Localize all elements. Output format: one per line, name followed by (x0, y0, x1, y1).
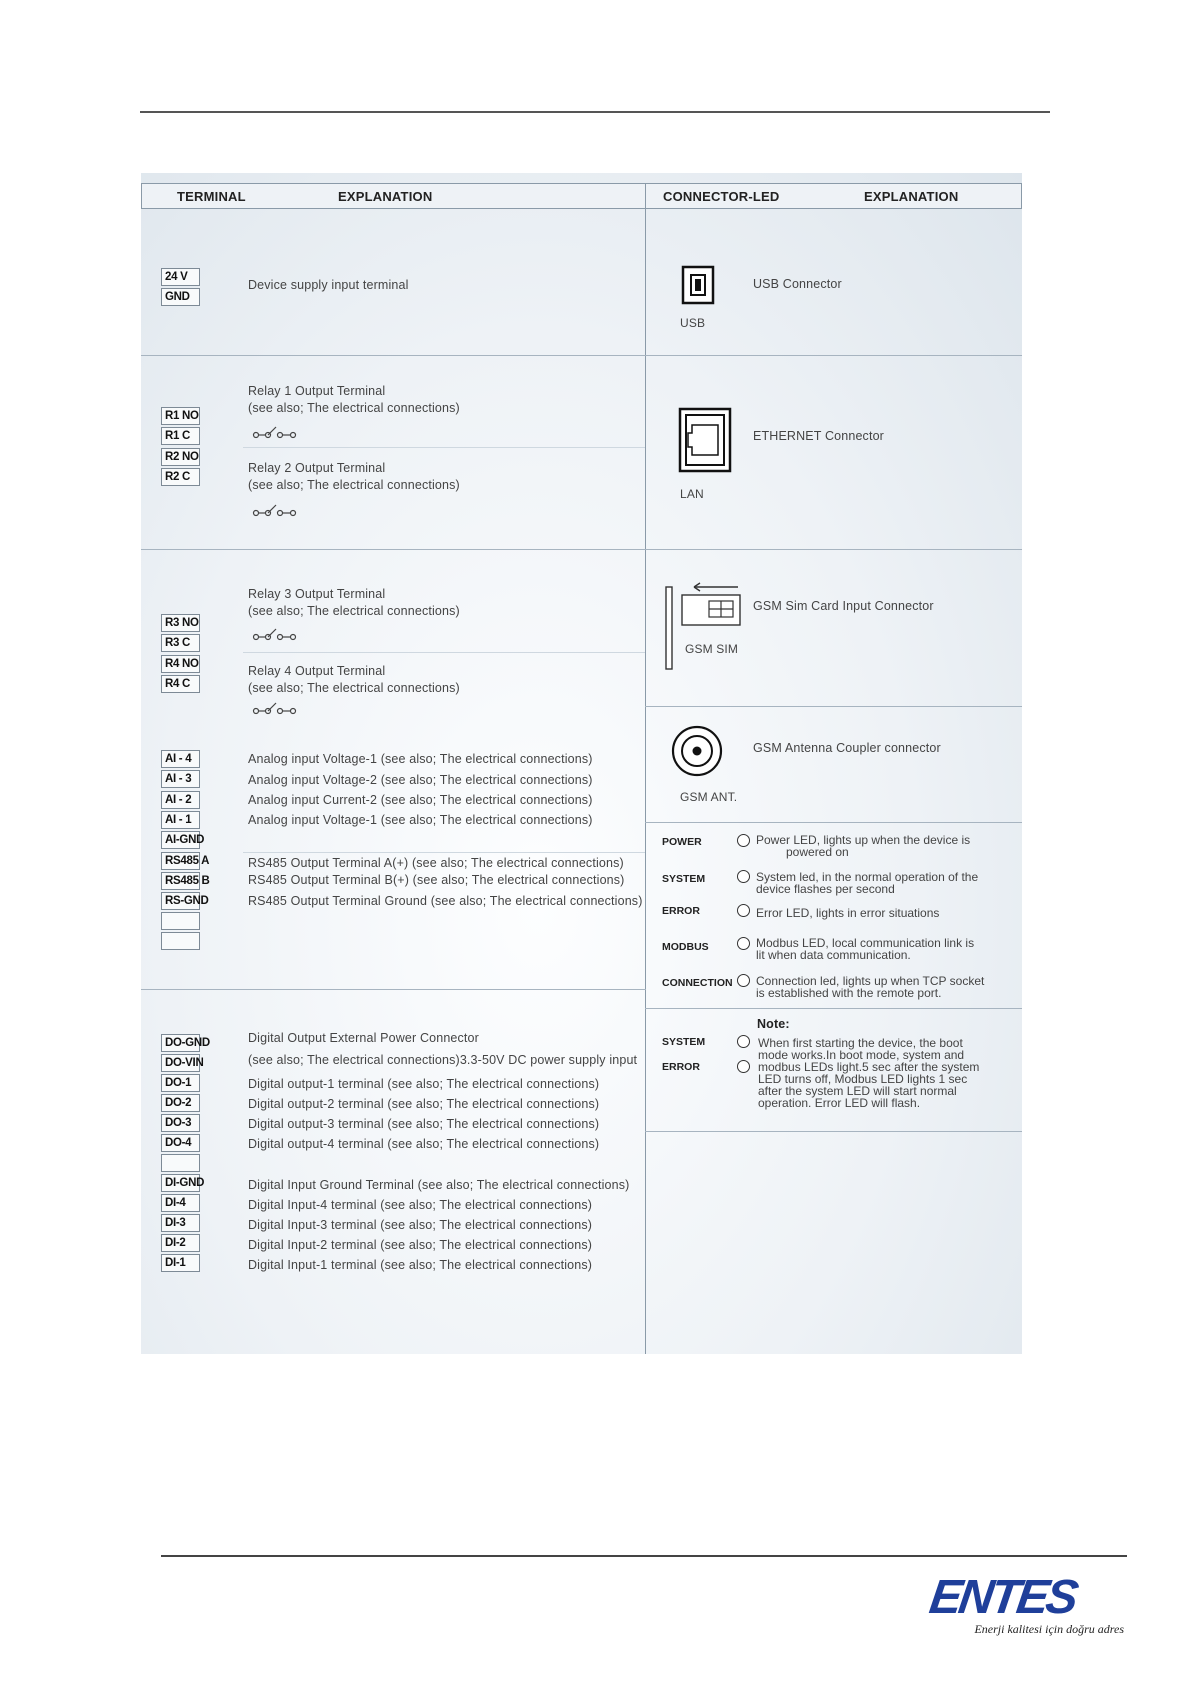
digital-in-text: Digital Input Ground Terminal (see also; The electrical connections) (248, 1178, 630, 1192)
terminal-label-di1: DI-1 (161, 1254, 200, 1272)
terminal-label-r4c: R4 C (161, 675, 200, 693)
lan-caption: LAN (680, 487, 704, 501)
led-name-modbus: MODBUS (662, 941, 709, 953)
relay2-note: (see also; The electrical connections) (248, 478, 460, 492)
digital-out-text: Digital output-3 terminal (see also; The electrical connections) (248, 1117, 600, 1131)
digital-out-text: Digital output-2 terminal (see also; The electrical connections) (248, 1097, 600, 1111)
terminal-label-24v: 24 V (161, 268, 200, 286)
connection-led-icon (737, 974, 750, 987)
digital-out-text: Digital output-4 terminal (see also; The electrical connections) (248, 1137, 600, 1151)
row-divider (141, 549, 1022, 550)
terminal-label-r4no: R4 NO (161, 655, 200, 673)
ant-text: GSM Antenna Coupler connector (753, 741, 941, 755)
relay4-note: (see also; The electrical connections) (248, 681, 460, 695)
note-name-error: ERROR (662, 1061, 700, 1073)
table-header-right (645, 183, 1022, 209)
analog-text: Analog input Voltage-1 (see also; The electrical connections) (248, 752, 593, 766)
note-text: When first starting the device, the boot mode works.In boot mode, system and modbus LEDs light.5 sec after the system LED turns off, Modbus LED lights 1 sec after the system LED will start normal operation. Error LED will flash. (758, 1036, 980, 1110)
terminal-label-di2: DI-2 (161, 1234, 200, 1252)
header-explanation-right: EXPLANATION (864, 189, 959, 204)
terminal-label-di3: DI-3 (161, 1214, 200, 1232)
digital-in-text: Digital Input-3 terminal (see also; The electrical connections) (248, 1218, 593, 1232)
error-led-icon (737, 904, 750, 917)
terminal-label-do2: DO-2 (161, 1094, 200, 1112)
lan-text: ETHERNET Connector (753, 429, 884, 443)
terminal-label-ai3: AI - 3 (161, 770, 200, 788)
system-led-icon (737, 870, 750, 883)
ant-caption: GSM ANT. (680, 790, 738, 804)
terminal-label-dovin: DO-VIN (161, 1054, 200, 1072)
note-name-system: SYSTEM (662, 1036, 706, 1048)
terminal-label-r1c: R1 C (161, 427, 200, 445)
terminal-label-dignd: DI-GND (161, 1174, 200, 1192)
modbus-led-icon (737, 937, 750, 950)
supply-text: Device supply input terminal (248, 278, 409, 292)
sub-divider (243, 447, 645, 448)
led-name-system: SYSTEM (662, 873, 706, 885)
relay-switch-icon (252, 627, 302, 643)
terminal-label-gnd: GND (161, 288, 200, 306)
terminal-label-do4: DO-4 (161, 1134, 200, 1152)
terminal-label-aignd: AI-GND (161, 831, 200, 849)
terminal-label-ai1: AI - 1 (161, 811, 200, 829)
header-connector-led: CONNECTOR-LED (663, 189, 780, 204)
led-desc: Error LED, lights in error situations (756, 906, 940, 920)
column-divider (645, 209, 646, 1354)
relay3-note: (see also; The electrical connections) (248, 604, 460, 618)
rs485-text: RS485 Output Terminal Ground (see also; The electrical connections) (248, 894, 643, 908)
row-divider (645, 706, 1022, 707)
terminal-label-di4: DI-4 (161, 1194, 200, 1212)
sub-divider (243, 652, 645, 653)
relay4-title: Relay 4 Output Terminal (248, 664, 386, 678)
sim-card-icon (664, 581, 746, 671)
digital-in-text: Digital Input-1 terminal (see also; The electrical connections) (248, 1258, 593, 1272)
analog-text: Analog input Voltage-2 (see also; The electrical connections) (248, 773, 593, 787)
usb-caption: USB (680, 316, 706, 330)
sub-divider (243, 852, 645, 853)
led-desc: Power LED, lights up when the device is powered on (756, 833, 971, 859)
footer-rule (161, 1555, 1127, 1557)
header-rule (140, 111, 1050, 113)
led-name-power: POWER (662, 836, 702, 848)
digital-in-text: Digital Input-4 terminal (see also; The electrical connections) (248, 1198, 593, 1212)
usb-connector-icon (681, 265, 717, 307)
table-header-left (141, 183, 646, 209)
relay1-note: (see also; The electrical connections) (248, 401, 460, 415)
terminal-label-r1no: R1 NO (161, 407, 200, 425)
terminal-label-empty (161, 912, 200, 930)
terminal-label-do1: DO-1 (161, 1074, 200, 1092)
led-desc: Connection led, lights up when TCP socket is established with the remote port. (756, 974, 985, 1000)
terminal-label-rs485b: RS485 B (161, 872, 200, 890)
error-led-icon (737, 1060, 750, 1073)
terminal-label-dognd: DO-GND (161, 1034, 200, 1052)
system-led-icon (737, 1035, 750, 1048)
usb-text: USB Connector (753, 277, 842, 291)
relay1-title: Relay 1 Output Terminal (248, 384, 386, 398)
relay-switch-icon (252, 503, 302, 519)
power-led-icon (737, 834, 750, 847)
terminal-label-ai2: AI - 2 (161, 791, 200, 809)
terminal-label-r2c: R2 C (161, 468, 200, 486)
terminal-label-empty (161, 1154, 200, 1172)
analog-text: Analog input Current-2 (see also; The electrical connections) (248, 793, 593, 807)
rs485-text: RS485 Output Terminal A(+) (see also; The electrical connections) (248, 856, 624, 870)
ethernet-connector-icon (678, 407, 734, 475)
digital-in-text: Digital Input-2 terminal (see also; The electrical connections) (248, 1238, 593, 1252)
led-desc: Modbus LED, local communication link is lit when data communication. (756, 936, 975, 962)
terminal-label-empty (161, 932, 200, 950)
terminal-label-rs485a: RS485 A (161, 852, 200, 870)
header-explanation-left: EXPLANATION (338, 189, 433, 204)
row-divider (645, 1131, 1022, 1132)
digital-out-text: Digital output-1 terminal (see also; The electrical connections) (248, 1077, 600, 1091)
sim-caption: GSM SIM (685, 642, 739, 656)
relay-switch-icon (252, 701, 302, 717)
header-terminal: TERMINAL (177, 189, 246, 204)
antenna-coupler-icon (670, 724, 724, 778)
relay-switch-icon (252, 425, 302, 441)
led-name-error: ERROR (662, 905, 700, 917)
sim-text: GSM Sim Card Input Connector (753, 599, 934, 613)
row-divider (645, 822, 1022, 823)
row-divider (645, 1008, 1022, 1009)
terminal-label-r3c: R3 C (161, 634, 200, 652)
terminal-label-r3no: R3 NO (161, 614, 200, 632)
logo-brand: ENTES (926, 1571, 1079, 1624)
analog-text: Analog input Voltage-1 (see also; The electrical connections) (248, 813, 593, 827)
rs485-text: RS485 Output Terminal B(+) (see also; The electrical connections) (248, 873, 625, 887)
terminal-label-ai4: AI - 4 (161, 750, 200, 768)
row-divider (141, 989, 646, 990)
led-name-connection: CONNECTION (662, 977, 733, 989)
entes-logo (926, 1571, 1130, 1638)
terminal-label-r2no: R2 NO (161, 448, 200, 466)
relay2-title: Relay 2 Output Terminal (248, 461, 386, 475)
row-divider (141, 355, 1022, 356)
terminal-label-do3: DO-3 (161, 1114, 200, 1132)
logo-slogan: Enerji kalitesi için doğru adres (974, 1622, 1124, 1636)
note-title: Note: (757, 1017, 790, 1031)
led-desc: System led, in the normal operation of the device flashes per second (756, 870, 979, 896)
digital-out-text: Digital Output External Power Connector (248, 1031, 479, 1045)
relay3-title: Relay 3 Output Terminal (248, 587, 386, 601)
digital-out-text: (see also; The electrical connections)3.3-50V DC power supply input (248, 1053, 638, 1067)
terminal-label-rsgnd: RS-GND (161, 892, 200, 910)
